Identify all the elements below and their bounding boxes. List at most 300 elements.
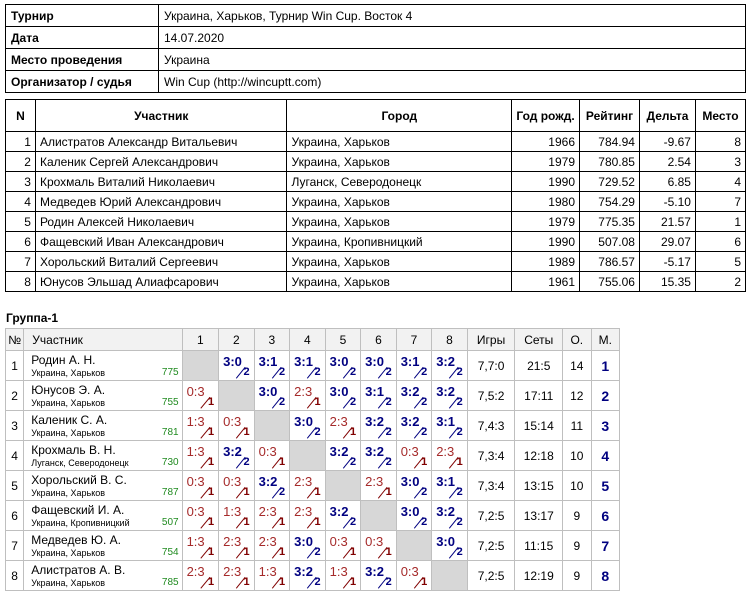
group-player-name: Хорольский В. С.	[31, 472, 127, 487]
match-result-cell	[182, 561, 219, 591]
group-player-cell	[24, 441, 182, 471]
col-delta: Дельта	[639, 100, 695, 132]
match-points: 1	[243, 516, 250, 528]
match-points: 2	[421, 426, 428, 438]
match-score: 2:3	[186, 564, 205, 579]
match-score: 3:0	[294, 534, 313, 549]
group-sets: 12:19	[515, 561, 563, 591]
match-points: 1	[207, 486, 215, 498]
group-player-rating: 507	[161, 517, 179, 528]
col-city: Город	[287, 100, 512, 132]
match-score: 0:3	[258, 444, 277, 459]
match-points: 2	[385, 576, 392, 588]
match-points: 2	[314, 426, 321, 438]
match-score: 3:0	[436, 534, 455, 549]
group-player-rating: 781	[161, 427, 179, 438]
match-points: 2	[421, 516, 428, 528]
match-result-cell	[361, 471, 397, 501]
match-points: 1	[314, 516, 321, 528]
match-result-cell	[219, 531, 255, 561]
group-place: 3	[591, 411, 620, 441]
match-points: 1	[314, 396, 321, 408]
group-player-name: Крохмаль В. Н.	[31, 442, 116, 457]
match-result-cell	[290, 411, 326, 441]
group-results-table	[5, 328, 620, 591]
group-place: 8	[591, 561, 620, 591]
group-player-name: Медведев Ю. А.	[31, 532, 121, 547]
group-row-number: 1	[6, 351, 24, 381]
match-result-cell	[254, 531, 290, 561]
match-points: 2	[456, 396, 463, 408]
match-result-cell	[432, 411, 468, 441]
match-points: 1	[243, 576, 250, 588]
group-player-city: Украина, Харьков	[31, 397, 106, 408]
group-player-cell	[24, 411, 182, 441]
group-player-cell	[24, 381, 182, 411]
match-result-cell	[432, 441, 468, 471]
group-games: 7,7:0	[467, 351, 515, 381]
match-points: 2	[243, 456, 250, 468]
participant-rating: 729.52	[580, 172, 640, 192]
group-games: 7,2:5	[467, 501, 515, 531]
match-points: 2	[279, 396, 286, 408]
group-games: 7,5:2	[467, 381, 515, 411]
participant-birth-year: 1966	[512, 132, 580, 152]
participant-number: 1	[6, 132, 36, 152]
group-col-6: 6	[361, 329, 397, 351]
match-points: 1	[243, 486, 250, 498]
participant-rating: 507.08	[580, 232, 640, 252]
match-points: 1	[279, 456, 286, 468]
group-player-city: Украина, Харьков	[31, 547, 106, 558]
match-score: 1:3	[223, 504, 242, 519]
match-result-cell	[254, 351, 290, 381]
group-points: 14	[563, 351, 591, 381]
match-score: 3:2	[436, 504, 455, 519]
group-row-number: 2	[6, 381, 24, 411]
group-player-cell	[24, 501, 182, 531]
table-row	[6, 172, 746, 192]
info-label: Место проведения	[6, 49, 159, 71]
match-result-cell	[325, 381, 361, 411]
match-result-cell	[396, 411, 432, 441]
match-score: 3:2	[365, 444, 384, 459]
group-player-cell	[24, 531, 182, 561]
match-result-cell	[361, 561, 397, 591]
group-row	[6, 561, 620, 591]
match-result-cell	[219, 471, 255, 501]
group-col-4: 4	[290, 329, 326, 351]
info-label: Турнир	[6, 5, 159, 27]
info-row	[6, 71, 746, 93]
group-points: 9	[563, 531, 591, 561]
match-points: 1	[350, 426, 357, 438]
group-self-cell	[396, 531, 432, 561]
table-row	[6, 212, 746, 232]
group-player-city: Украина, Харьков	[31, 487, 106, 498]
group-points: 12	[563, 381, 591, 411]
participant-number: 8	[6, 272, 36, 292]
group-row	[6, 351, 620, 381]
match-score: 2:3	[258, 504, 277, 519]
group-games: 7,2:5	[467, 531, 515, 561]
participant-rating: 780.85	[580, 152, 640, 172]
match-points: 1	[207, 516, 215, 528]
participant-delta: 21.57	[639, 212, 695, 232]
match-score: 3:0	[223, 354, 242, 369]
info-row	[6, 49, 746, 71]
group-player-city: Украина, Харьков	[31, 577, 106, 588]
match-score: 3:0	[365, 354, 384, 369]
match-result-cell	[254, 441, 290, 471]
group-self-cell	[361, 501, 397, 531]
match-points: 1	[385, 486, 392, 498]
group-player-cell	[24, 351, 182, 381]
group-player-name: Алистратов А. В.	[31, 562, 126, 577]
participant-place: 1	[695, 212, 745, 232]
match-score: 2:3	[294, 384, 313, 399]
match-score: 3:2	[436, 354, 455, 369]
match-score: 3:1	[365, 384, 384, 399]
match-score: 0:3	[186, 474, 205, 489]
participant-name: Родин Алексей Николаевич	[35, 212, 287, 232]
group-self-cell	[432, 561, 468, 591]
table-row	[6, 152, 746, 172]
match-result-cell	[182, 381, 219, 411]
match-score: 2:3	[258, 534, 277, 549]
group-sets: 15:14	[515, 411, 563, 441]
participant-rating: 775.35	[580, 212, 640, 232]
group-player-name: Фащевский И. А.	[31, 502, 125, 517]
match-score: 3:1	[436, 414, 455, 429]
match-score: 0:3	[223, 474, 242, 489]
match-points: 2	[243, 366, 250, 378]
match-score: 0:3	[400, 564, 419, 579]
participant-delta: -9.67	[639, 132, 695, 152]
participant-rating: 786.57	[580, 252, 640, 272]
match-points: 2	[456, 426, 463, 438]
match-points: 1	[314, 486, 321, 498]
match-score: 2:3	[436, 444, 455, 459]
match-score: 3:2	[329, 444, 349, 459]
match-score: 2:3	[223, 564, 242, 579]
participant-number: 2	[6, 152, 36, 172]
match-points: 1	[350, 546, 357, 558]
group-player-name: Каленик С. А.	[31, 412, 108, 427]
match-score: 1:3	[186, 414, 205, 429]
group-col-points: О.	[563, 329, 591, 351]
match-score: 3:0	[294, 414, 313, 429]
match-score: 1:3	[186, 534, 205, 549]
group-points: 9	[563, 501, 591, 531]
match-result-cell	[432, 531, 468, 561]
match-score: 2:3	[294, 504, 313, 519]
match-score: 3:2	[329, 504, 349, 519]
match-score: 3:2	[365, 414, 384, 429]
match-result-cell	[361, 381, 397, 411]
group-sets: 13:15	[515, 471, 563, 501]
match-points: 1	[243, 426, 250, 438]
match-points: 2	[350, 516, 357, 528]
participant-delta: 2.54	[639, 152, 695, 172]
match-points: 1	[279, 546, 286, 558]
match-score: 3:0	[400, 504, 420, 519]
match-points: 2	[279, 486, 286, 498]
group-col-8: 8	[432, 329, 468, 351]
match-score: 3:1	[400, 354, 420, 369]
match-result-cell	[182, 441, 219, 471]
info-value: Win Cup (http://wincuptt.com)	[159, 71, 746, 93]
participant-place: 2	[695, 272, 745, 292]
group-player-city: Украина, Кропивницкий	[31, 517, 130, 528]
group-col-2: 2	[219, 329, 255, 351]
match-result-cell	[325, 351, 361, 381]
group-place: 6	[591, 501, 620, 531]
match-result-cell	[432, 351, 468, 381]
match-result-cell	[182, 411, 219, 441]
match-score: 0:3	[365, 534, 384, 549]
match-result-cell	[361, 411, 397, 441]
group-row	[6, 531, 620, 561]
participant-delta: 15.35	[639, 272, 695, 292]
group-sets: 11:15	[515, 531, 563, 561]
group-self-cell	[290, 441, 326, 471]
match-result-cell	[325, 441, 361, 471]
info-label: Организатор / судья	[6, 71, 159, 93]
match-score: 3:0	[329, 354, 349, 369]
participant-name: Фащевский Иван Александрович	[35, 232, 287, 252]
match-points: 2	[350, 396, 357, 408]
match-points: 2	[421, 366, 428, 378]
match-result-cell	[432, 501, 468, 531]
group-player-name: Родин А. Н.	[31, 352, 96, 367]
participants-table	[5, 99, 746, 292]
group-title: Группа-1	[6, 311, 59, 325]
match-result-cell	[219, 561, 255, 591]
match-result-cell	[325, 561, 361, 591]
participant-place: 3	[695, 152, 745, 172]
group-row	[6, 381, 620, 411]
col-birth-year: Год рожд.	[512, 100, 580, 132]
match-points: 2	[456, 366, 463, 378]
participant-city: Украина, Харьков	[287, 192, 512, 212]
match-points: 2	[350, 456, 357, 468]
group-points: 10	[563, 471, 591, 501]
match-result-cell	[219, 501, 255, 531]
participant-place: 7	[695, 192, 745, 212]
group-games: 7,2:5	[467, 561, 515, 591]
participant-delta: 29.07	[639, 232, 695, 252]
match-score: 2:3	[294, 474, 313, 489]
group-player-city: Луганск, Северодонецк	[31, 457, 129, 468]
match-points: 2	[279, 366, 286, 378]
match-points: 2	[421, 396, 428, 408]
match-score: 0:3	[400, 444, 419, 459]
group-col-5: 5	[325, 329, 361, 351]
match-score: 0:3	[186, 384, 205, 399]
group-row-number: 4	[6, 441, 24, 471]
group-header-row	[6, 329, 620, 351]
match-result-cell	[290, 471, 326, 501]
match-score: 3:1	[294, 354, 313, 369]
match-score: 3:0	[400, 474, 420, 489]
match-score: 2:3	[223, 534, 242, 549]
info-row	[6, 5, 746, 27]
participant-city: Украина, Кропивницкий	[287, 232, 512, 252]
group-place: 7	[591, 531, 620, 561]
group-games: 7,3:4	[467, 441, 515, 471]
participant-name: Юнусов Эльшад Алиафсарович	[35, 272, 287, 292]
match-points: 2	[456, 486, 463, 498]
match-result-cell	[182, 501, 219, 531]
match-score: 3:1	[258, 354, 278, 369]
participant-name: Алистратов Александр Витальевич	[35, 132, 287, 152]
match-score: 0:3	[186, 504, 205, 519]
col-number: N	[6, 100, 36, 132]
group-row	[6, 411, 620, 441]
participant-place: 5	[695, 252, 745, 272]
group-self-cell	[219, 381, 255, 411]
participant-rating: 754.29	[580, 192, 640, 212]
match-points: 1	[456, 456, 463, 468]
match-result-cell	[396, 561, 432, 591]
match-score: 3:0	[258, 384, 278, 399]
match-result-cell	[396, 471, 432, 501]
match-points: 2	[385, 456, 392, 468]
match-result-cell	[361, 441, 397, 471]
table-row	[6, 252, 746, 272]
participant-number: 7	[6, 252, 36, 272]
group-row-number: 3	[6, 411, 24, 441]
match-score: 2:3	[329, 414, 348, 429]
match-points: 2	[456, 516, 463, 528]
match-score: 3:2	[365, 564, 384, 579]
match-points: 1	[207, 396, 215, 408]
group-self-cell	[182, 351, 219, 381]
participant-rating: 784.94	[580, 132, 640, 152]
match-points: 1	[421, 456, 428, 468]
match-points: 1	[350, 576, 357, 588]
group-row	[6, 471, 620, 501]
col-participant: Участник	[35, 100, 287, 132]
participant-rating: 755.06	[580, 272, 640, 292]
match-result-cell	[396, 441, 432, 471]
match-score: 1:3	[329, 564, 348, 579]
participant-name: Хорольский Виталий Сергеевич	[35, 252, 287, 272]
group-row-number: 5	[6, 471, 24, 501]
participant-delta: -5.10	[639, 192, 695, 212]
group-player-rating: 775	[161, 367, 179, 378]
participant-city: Украина, Харьков	[287, 132, 512, 152]
match-result-cell	[290, 561, 326, 591]
match-points: 1	[279, 516, 286, 528]
participant-place: 4	[695, 172, 745, 192]
participant-name: Крохмаль Виталий Николаевич	[35, 172, 287, 192]
participant-city: Украина, Харьков	[287, 212, 512, 232]
group-player-rating: 730	[161, 457, 179, 468]
group-games: 7,3:4	[467, 471, 515, 501]
match-score: 0:3	[329, 534, 348, 549]
match-points: 2	[385, 366, 392, 378]
group-place: 1	[591, 351, 620, 381]
group-player-cell	[24, 561, 182, 591]
table-row	[6, 232, 746, 252]
match-result-cell	[219, 351, 255, 381]
match-points: 2	[350, 366, 357, 378]
match-result-cell	[396, 351, 432, 381]
participant-city: Луганск, Северодонецк	[287, 172, 512, 192]
match-result-cell	[219, 411, 255, 441]
match-points: 1	[385, 546, 392, 558]
participants-header-row	[6, 100, 746, 132]
info-row	[6, 27, 746, 49]
table-row	[6, 192, 746, 212]
match-result-cell	[432, 471, 468, 501]
match-result-cell	[290, 351, 326, 381]
match-points: 1	[207, 546, 215, 558]
match-result-cell	[254, 381, 290, 411]
tournament-info-table	[5, 4, 746, 93]
participant-name: Медведев Юрий Александрович	[35, 192, 287, 212]
group-player-rating: 785	[161, 577, 179, 588]
match-points: 2	[385, 426, 392, 438]
match-result-cell	[396, 501, 432, 531]
participant-delta: -5.17	[639, 252, 695, 272]
group-points: 10	[563, 441, 591, 471]
participant-number: 5	[6, 212, 36, 232]
participant-birth-year: 1990	[512, 232, 580, 252]
match-points: 2	[456, 546, 463, 558]
match-points: 1	[243, 546, 250, 558]
participant-city: Украина, Харьков	[287, 152, 512, 172]
group-row	[6, 501, 620, 531]
participant-number: 6	[6, 232, 36, 252]
match-result-cell	[290, 501, 326, 531]
group-points: 11	[563, 411, 591, 441]
participant-city: Украина, Харьков	[287, 272, 512, 292]
group-player-rating: 787	[161, 487, 179, 498]
match-points: 2	[314, 546, 321, 558]
participant-birth-year: 1961	[512, 272, 580, 292]
group-sets: 13:17	[515, 501, 563, 531]
group-row-number: 6	[6, 501, 24, 531]
match-score: 0:3	[223, 414, 242, 429]
group-col-place: М.	[591, 329, 620, 351]
match-score: 3:2	[258, 474, 278, 489]
participant-birth-year: 1989	[512, 252, 580, 272]
group-sets: 21:5	[515, 351, 563, 381]
col-rating: Рейтинг	[580, 100, 640, 132]
match-result-cell	[325, 501, 361, 531]
group-self-cell	[325, 471, 361, 501]
group-place: 4	[591, 441, 620, 471]
table-row	[6, 272, 746, 292]
match-points: 1	[279, 576, 286, 588]
match-score: 3:1	[436, 474, 455, 489]
info-value: Украина, Харьков, Турнир Win Cup. Восток 4	[159, 5, 746, 27]
match-result-cell	[254, 501, 290, 531]
match-result-cell	[182, 471, 219, 501]
match-score: 3:2	[294, 564, 313, 579]
table-row	[6, 132, 746, 152]
info-value: Украина	[159, 49, 746, 71]
participant-name: Каленик Сергей Александрович	[35, 152, 287, 172]
group-player-name: Юнусов Э. А.	[31, 382, 106, 397]
group-player-rating: 754	[161, 547, 179, 558]
match-score: 3:2	[400, 384, 420, 399]
info-value: 14.07.2020	[159, 27, 746, 49]
match-result-cell	[254, 471, 290, 501]
